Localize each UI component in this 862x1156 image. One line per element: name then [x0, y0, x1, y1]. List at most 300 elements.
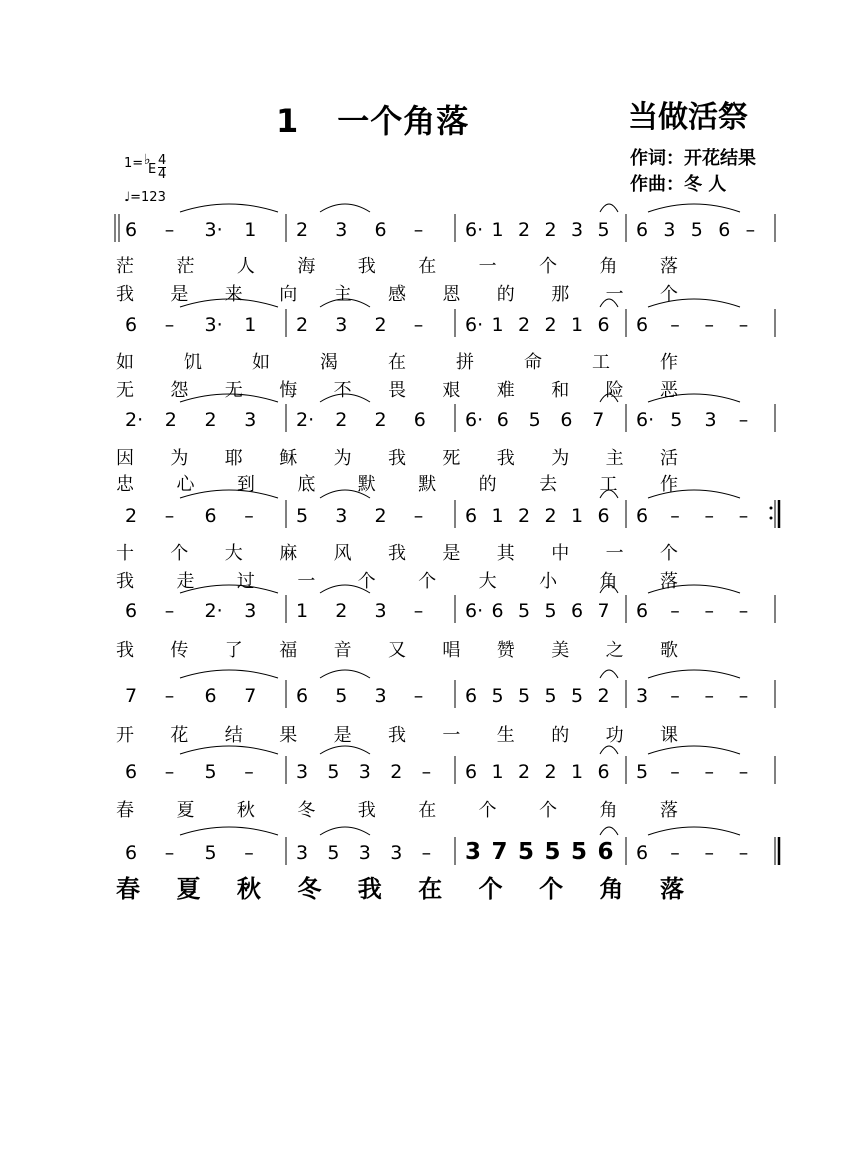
- lyric-char: 花: [170, 725, 189, 746]
- note: 6: [597, 761, 610, 783]
- note: 3: [704, 409, 717, 431]
- lyric-char: 个: [478, 800, 497, 821]
- note: 2: [164, 409, 177, 431]
- note: 5: [636, 761, 649, 783]
- lyric-char: 个: [418, 571, 437, 592]
- note: 2: [374, 409, 387, 431]
- note: 1: [491, 219, 504, 241]
- note: 3: [663, 219, 676, 241]
- note: 5: [571, 685, 584, 707]
- note: 6·: [636, 409, 655, 431]
- note: 6: [636, 842, 649, 864]
- lyric-char: 难: [496, 380, 515, 401]
- note: –: [164, 314, 175, 336]
- note: –: [413, 685, 424, 707]
- slur: [180, 746, 278, 754]
- lyric-char: 如: [252, 352, 270, 373]
- note: 3: [244, 409, 257, 431]
- note: –: [413, 600, 424, 622]
- lyric-char: 我: [116, 640, 134, 661]
- slur: [648, 827, 740, 835]
- composer-credit: 作曲：冬 人: [630, 174, 727, 195]
- lyric-char: 无: [116, 380, 134, 401]
- note: 2: [544, 314, 557, 336]
- slur: [320, 670, 370, 678]
- note: 6: [125, 600, 138, 622]
- lyric-char: 工: [592, 352, 610, 373]
- note: 7: [491, 839, 508, 865]
- note: –: [164, 505, 175, 527]
- note: –: [745, 219, 756, 241]
- lyric-char: 赞: [496, 640, 515, 661]
- note: –: [704, 600, 714, 622]
- note: –: [164, 600, 175, 622]
- flat-icon: ♭: [144, 152, 151, 168]
- lyric-char: 了: [224, 640, 243, 661]
- lyric-char: 默: [357, 474, 376, 495]
- note: 3: [296, 761, 309, 783]
- lyric-char: 功: [605, 725, 624, 746]
- note: 3: [465, 839, 482, 865]
- note: 5: [571, 839, 588, 865]
- note: 2: [544, 505, 557, 527]
- note: 3: [335, 219, 348, 241]
- lyric-char: 来: [224, 284, 243, 305]
- note: –: [704, 314, 714, 336]
- slur: [180, 827, 278, 835]
- note: 5: [491, 685, 504, 707]
- note: 1: [571, 761, 584, 783]
- note: 6: [465, 505, 478, 527]
- lyric-char: 一: [605, 284, 624, 305]
- lyric-char: 恶: [660, 380, 678, 401]
- lyric-char: 我: [116, 284, 134, 305]
- note: 6: [597, 314, 610, 336]
- lyric-char: 感: [388, 284, 406, 305]
- note: 3: [296, 842, 309, 864]
- note: 3: [390, 842, 403, 864]
- note: 5: [518, 685, 531, 707]
- slur: [600, 670, 618, 678]
- lyric-char: 过: [236, 571, 255, 592]
- lyric-char: 夏: [176, 800, 195, 821]
- lyric-char: 又: [388, 640, 406, 661]
- lyric-char: 个: [539, 875, 564, 903]
- slur: [648, 670, 740, 678]
- lyric-char: 我: [388, 448, 406, 469]
- note: 3: [358, 761, 371, 783]
- note: 6: [491, 600, 504, 622]
- lyric-char: 我: [116, 571, 134, 592]
- note: 6: [636, 505, 649, 527]
- note: –: [164, 761, 175, 783]
- slur: [180, 204, 278, 212]
- note: 6: [496, 409, 509, 431]
- lyric-char: 作: [660, 474, 678, 495]
- lyric-char: 落: [660, 800, 678, 821]
- lyric-char: 冬: [297, 875, 322, 903]
- note: 2: [296, 219, 309, 241]
- lyric-char: 稣: [279, 448, 298, 469]
- lyric-char: 春: [116, 875, 140, 903]
- note: –: [413, 505, 424, 527]
- note: 6: [465, 761, 478, 783]
- note: –: [670, 685, 680, 707]
- lyric-char: 活: [660, 448, 678, 469]
- note: 5: [327, 761, 340, 783]
- lyric-char: 一: [442, 725, 461, 746]
- lyric-char: 艰: [442, 380, 461, 401]
- note: 6·: [465, 600, 484, 622]
- lyric-char: 歌: [660, 640, 678, 661]
- key-letter: E: [148, 162, 157, 177]
- lyric-char: 是: [442, 543, 461, 564]
- note: 6: [597, 839, 614, 865]
- note: –: [413, 219, 424, 241]
- lyric-char: 我: [357, 800, 376, 821]
- lyric-char: 个: [170, 543, 189, 564]
- note: 1: [244, 219, 257, 241]
- note: –: [738, 314, 749, 336]
- note: 5: [296, 505, 309, 527]
- note: 6: [636, 219, 649, 241]
- note: 3: [335, 314, 348, 336]
- lyric-char: 我: [496, 448, 515, 469]
- note: 7: [597, 600, 610, 622]
- lyric-char: 在: [418, 800, 437, 821]
- note: –: [164, 685, 175, 707]
- note: 1: [571, 314, 584, 336]
- lyric-char: 其: [496, 543, 515, 564]
- lyric-char: 忠: [116, 474, 134, 495]
- note: –: [421, 842, 432, 864]
- lyric-char: 拼: [456, 352, 474, 373]
- note: 6: [125, 761, 138, 783]
- note: 1: [491, 314, 504, 336]
- note: –: [670, 761, 680, 783]
- note: 6: [125, 314, 138, 336]
- slur: [180, 585, 278, 593]
- note: 3: [571, 219, 584, 241]
- lyric-char: 那: [551, 284, 570, 305]
- lyric-char: 风: [333, 543, 352, 564]
- lyric-char: 和: [551, 380, 570, 401]
- note: 6: [636, 314, 649, 336]
- note: 3·: [204, 314, 223, 336]
- note: 3·: [204, 219, 223, 241]
- note: –: [738, 409, 749, 431]
- note: 2: [597, 685, 610, 707]
- lyric-char: 个: [357, 571, 376, 592]
- note: –: [704, 505, 714, 527]
- song-subtitle: 当做活祭: [628, 100, 748, 135]
- slur: [600, 746, 618, 754]
- note: 5: [544, 839, 561, 865]
- lyric-char: 落: [660, 571, 678, 592]
- lyric-char: 为: [333, 448, 352, 469]
- note: 6: [296, 685, 309, 707]
- lyric-char: 角: [599, 256, 618, 277]
- lyric-char: 渴: [320, 352, 338, 373]
- time-top: 4: [158, 153, 167, 168]
- lyric-char: 工: [599, 474, 618, 495]
- note: 5: [544, 685, 557, 707]
- lyric-char: 个: [539, 256, 558, 277]
- note: 2: [390, 761, 403, 783]
- note: 1: [571, 505, 584, 527]
- lyric-char: 底: [297, 474, 316, 495]
- time-bottom: 4: [158, 167, 167, 182]
- note: 6: [571, 600, 584, 622]
- note: 6·: [465, 409, 484, 431]
- tempo-value: =123: [130, 190, 166, 205]
- note: 2·: [204, 600, 223, 622]
- note: –: [738, 842, 749, 864]
- lyric-char: 如: [116, 352, 134, 373]
- note: –: [704, 761, 714, 783]
- note: –: [738, 505, 749, 527]
- lyric-char: 课: [660, 725, 678, 746]
- note: 6: [465, 685, 478, 707]
- lyric-char: 开: [116, 725, 134, 746]
- lyric-char: 生: [496, 725, 515, 746]
- note: 5: [518, 839, 535, 865]
- lyric-char: 角: [599, 875, 624, 903]
- note: 3: [358, 842, 371, 864]
- lyric-char: 我: [357, 875, 382, 903]
- lyric-char: 音: [333, 640, 352, 661]
- lyric-char: 唱: [442, 640, 461, 661]
- note: –: [164, 842, 175, 864]
- note: 6: [636, 600, 649, 622]
- slur: [180, 490, 278, 498]
- lyric-char: 个: [660, 284, 678, 305]
- lyric-char: 传: [170, 640, 189, 661]
- note: 7: [244, 685, 257, 707]
- lyric-char: 结: [224, 725, 243, 746]
- note: 5: [690, 219, 703, 241]
- lyric-char: 畏: [388, 380, 406, 401]
- note: –: [244, 761, 254, 783]
- lyric-char: 春: [116, 800, 134, 821]
- slur: [600, 827, 618, 835]
- note: –: [704, 842, 714, 864]
- lyric-char: 海: [297, 256, 316, 277]
- lyric-char: 去: [539, 474, 558, 495]
- lyric-char: 个: [478, 875, 503, 903]
- note: 3: [374, 600, 387, 622]
- lyric-char: 作: [660, 352, 678, 373]
- note: 2: [204, 409, 217, 431]
- slur: [600, 204, 618, 212]
- lyric-char: 在: [418, 256, 437, 277]
- note: 1: [244, 314, 257, 336]
- lyric-char: 之: [605, 640, 624, 661]
- slur: [320, 204, 370, 212]
- note: 5: [204, 761, 217, 783]
- lyric-char: 不: [333, 380, 352, 401]
- slur: [320, 746, 370, 754]
- note: 7: [125, 685, 138, 707]
- lyric-char: 中: [551, 543, 570, 564]
- lyric-char: 心: [176, 474, 195, 495]
- note: 5: [670, 409, 683, 431]
- slur: [648, 746, 740, 754]
- lyric-char: 秋: [236, 800, 255, 821]
- note: –: [164, 219, 175, 241]
- lyric-char: 的: [478, 474, 497, 495]
- lyric-char: 我: [388, 543, 406, 564]
- slur: [648, 204, 740, 212]
- note: 5: [518, 600, 531, 622]
- note: 6: [125, 219, 138, 241]
- lyric-char: 险: [605, 380, 624, 401]
- lyric-char: 麻: [279, 543, 298, 564]
- lyricist-credit: 作词：开花结果: [630, 148, 756, 169]
- lyric-char: 死: [442, 448, 461, 469]
- lyric-char: 在: [388, 352, 406, 373]
- note: –: [670, 842, 680, 864]
- lyric-char: 命: [524, 352, 542, 373]
- note: 5: [597, 219, 610, 241]
- note: 2: [335, 409, 348, 431]
- note: 5: [204, 842, 217, 864]
- note: –: [738, 685, 749, 707]
- lyric-char: 落: [660, 875, 684, 903]
- note: –: [244, 842, 254, 864]
- lyric-char: 是: [333, 725, 352, 746]
- lyric-char: 一: [297, 571, 316, 592]
- lyric-char: 福: [279, 640, 298, 661]
- lyric-char: 茫: [116, 256, 134, 277]
- note: –: [738, 761, 749, 783]
- lyric-char: 默: [418, 474, 437, 495]
- lyric-char: 个: [660, 543, 678, 564]
- note: 2: [518, 219, 531, 241]
- lyric-char: 走: [176, 571, 195, 592]
- lyric-char: 耶: [224, 448, 243, 469]
- lyric-char: 角: [599, 571, 618, 592]
- note: 6·: [465, 314, 484, 336]
- song-number: 1: [276, 102, 300, 140]
- note: 6: [560, 409, 573, 431]
- note: 2: [544, 219, 557, 241]
- note: –: [738, 600, 749, 622]
- lyric-char: 个: [539, 800, 558, 821]
- note: 2: [125, 505, 138, 527]
- note: 3: [636, 685, 649, 707]
- note: –: [413, 314, 424, 336]
- slur: [320, 827, 370, 835]
- lyric-char: 为: [551, 448, 570, 469]
- note: 2: [296, 314, 309, 336]
- lyric-char: 茫: [176, 256, 195, 277]
- note: 6: [374, 219, 387, 241]
- note: 6: [718, 219, 731, 241]
- lyric-char: 夏: [176, 875, 201, 903]
- note: 5: [335, 685, 348, 707]
- lyric-char: 大: [224, 543, 243, 564]
- lyric-char: 角: [599, 800, 618, 821]
- lyric-char: 一: [478, 256, 497, 277]
- note: 1: [491, 505, 504, 527]
- note: 1: [491, 761, 504, 783]
- repeat-dot: [770, 507, 773, 510]
- note: –: [421, 761, 432, 783]
- note: 5: [528, 409, 541, 431]
- note: 6: [413, 409, 426, 431]
- lyric-char: 的: [496, 284, 515, 305]
- note: –: [704, 685, 714, 707]
- lyric-char: 主: [333, 284, 352, 305]
- note: –: [670, 505, 680, 527]
- note: 2: [374, 505, 387, 527]
- lyric-char: 落: [660, 256, 678, 277]
- note: 2: [544, 761, 557, 783]
- lyric-char: 大: [478, 571, 497, 592]
- song-title-text: 一个角落: [337, 102, 470, 140]
- lyric-char: 十: [116, 543, 134, 564]
- note: –: [670, 314, 680, 336]
- note: 2: [335, 600, 348, 622]
- note: 2: [374, 314, 387, 336]
- note: 6: [597, 505, 610, 527]
- lyric-char: 人: [236, 256, 255, 277]
- note: 6: [204, 505, 217, 527]
- lyric-char: 在: [418, 875, 443, 903]
- lyric-char: 冬: [297, 800, 316, 821]
- lyric-char: 我: [357, 256, 376, 277]
- lyric-char: 果: [279, 725, 298, 746]
- lyric-char: 向: [279, 284, 298, 305]
- note: 2: [518, 505, 531, 527]
- lyric-char: 主: [605, 448, 624, 469]
- lyric-char: 悔: [279, 380, 298, 401]
- lyric-char: 饥: [184, 352, 202, 373]
- repeat-dot: [770, 517, 773, 520]
- note: 6: [204, 685, 217, 707]
- quarter-note-icon: ♩: [124, 190, 131, 205]
- lyric-char: 美: [551, 640, 570, 661]
- lyric-char: 我: [388, 725, 406, 746]
- lyric-char: 恩: [442, 284, 461, 305]
- note: 2·: [296, 409, 315, 431]
- note: –: [244, 505, 254, 527]
- note: 7: [592, 409, 605, 431]
- lyric-char: 为: [170, 448, 189, 469]
- note: 3: [374, 685, 387, 707]
- note: 6: [125, 842, 138, 864]
- lyric-char: 是: [170, 284, 189, 305]
- lyric-char: 因: [116, 448, 134, 469]
- note: 2: [518, 314, 531, 336]
- lyric-char: 一: [605, 543, 624, 564]
- note: 2·: [125, 409, 144, 431]
- note: 2: [518, 761, 531, 783]
- note: –: [670, 600, 680, 622]
- note: 1: [296, 600, 309, 622]
- lyric-char: 秋: [236, 875, 261, 903]
- lyric-char: 怨: [170, 380, 189, 401]
- key-label: 1=: [124, 156, 144, 171]
- lyric-char: 无: [224, 380, 243, 401]
- note: 5: [327, 842, 340, 864]
- note: 3: [244, 600, 257, 622]
- slur: [180, 670, 278, 678]
- lyric-char: 的: [551, 725, 570, 746]
- note: 5: [544, 600, 557, 622]
- note: 6·: [465, 219, 484, 241]
